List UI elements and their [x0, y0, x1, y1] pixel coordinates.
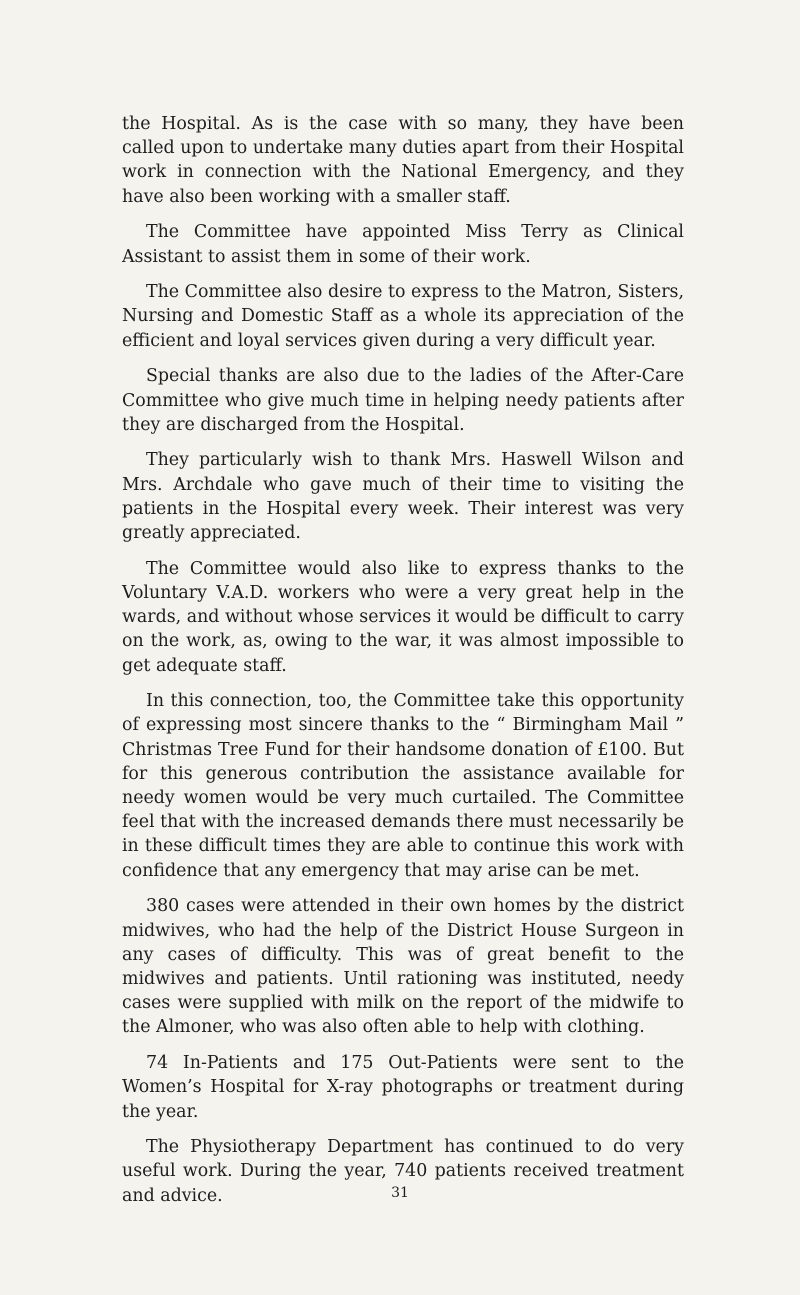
- paragraph-2: The Committee have appointed Miss Terry as Clinical Assistant to assist them in some of their work.: [122, 222, 684, 267]
- paragraph-7: In this connection, too, the Committee take this opportunity of expressing most sincere thanks to the “ Birmingham Mail ” Christmas Tree Fund for their handsome donation of £100. But for this generous contribution the assistance available for needy women would be very much curtailed. The Committee feel that with the increased demands there must necessarily be in these difficult times they are able to continue this work with confidence that any emergency that may arise can be met.: [122, 691, 684, 881]
- paragraph-4: Special thanks are also due to the ladies of the After-Care Committee who give much time in helping needy patients after they are discharged from the Hospital.: [122, 366, 684, 435]
- paragraph-3: The Committee also desire to express to the Matron, Sisters, Nursing and Domestic Staff as a whole its appreciation of the efficient and loyal services given during a very difficult year.: [122, 282, 684, 351]
- paragraph-8: 380 cases were attended in their own homes by the district midwives, who had the help of the District House Surgeon in any cases of difficulty. This was of great benefit to the midwives and patients. Until rationing was instituted, needy cases were supplied with milk on the report of the midwife to the Almoner, who was also often able to help with clothing.: [122, 896, 684, 1038]
- paragraph-5: They particularly wish to thank Mrs. Haswell Wilson and Mrs. Archdale who gave much of their time to visiting the patients in the Hospital every week. Their interest was very greatly appreciated.: [122, 450, 684, 544]
- page-number: 31: [391, 1185, 409, 1201]
- paragraph-1: the Hospital. As is the case with so many, they have been called upon to undertake many duties apart from their Hospital work in connection with the National Emergency, and they have also been working with a smaller staff.: [122, 114, 684, 207]
- paragraph-10: The Physiotherapy Department has continued to do very useful work. During the year, 740 patients received treatment and advice.: [122, 1137, 684, 1206]
- paragraph-9: 74 In-Patients and 175 Out-Patients were sent to the Women’s Hospital for X-ray photographs or treatment during the year.: [122, 1053, 684, 1122]
- paragraph-6: The Committee would also like to express thanks to the Voluntary V.A.D. workers who were a very great help in the wards, and without whose services it would be difficult to carry on the work, as, owing to the war, it was almost impossible to get adequate staff.: [122, 558, 684, 676]
- body-text: [122, 112, 684, 1219]
